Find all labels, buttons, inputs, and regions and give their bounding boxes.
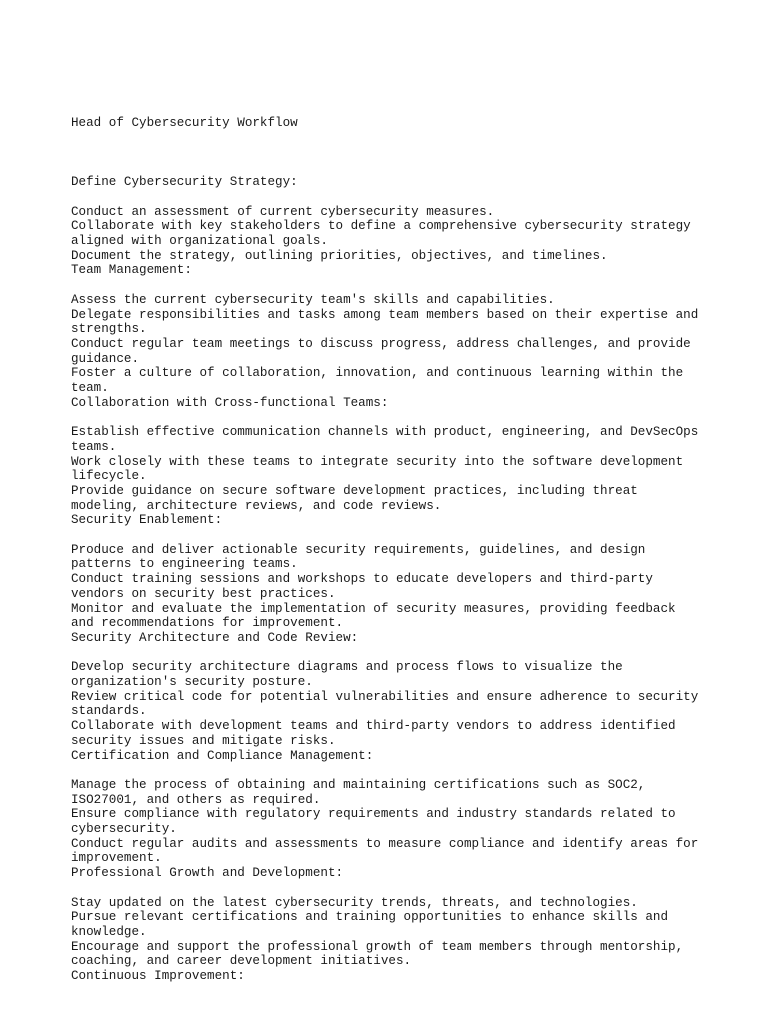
text-line: Document the strategy, outlining priorities, objectives, and timelines. — [71, 248, 608, 263]
text-line: Establish effective communication channels with product, engineering, and DevSecOps — [71, 425, 699, 440]
text-line: modeling, architecture reviews, and code reviews. — [71, 498, 442, 513]
text-line: Delegate responsibilities and tasks among team members based on their expertise and — [71, 307, 699, 322]
text-line: strengths. — [71, 322, 147, 337]
blank-line — [71, 763, 711, 778]
text-line: Define Cybersecurity Strategy: — [71, 175, 298, 190]
blank-line — [71, 161, 711, 176]
text-line: Collaboration with Cross-functional Teams: — [71, 395, 389, 410]
text-line: lifecycle. — [71, 469, 147, 484]
text-line: Security Architecture and Code Review: — [71, 630, 359, 645]
text-line: Conduct an assessment of current cybersecurity measures. — [71, 204, 495, 219]
text-line: Continuous Improvement: — [71, 969, 245, 984]
text-line: guidance. — [71, 351, 140, 366]
text-line: Professional Growth and Development: — [71, 866, 344, 881]
blank-line — [71, 278, 711, 293]
text-line: Foster a culture of collaboration, innovation, and continuous learning within the — [71, 366, 684, 381]
blank-line — [71, 646, 711, 661]
text-line: security issues and mitigate risks. — [71, 733, 336, 748]
text-line: Work closely with these teams to integrate security into the software development — [71, 454, 684, 469]
text-line: team. — [71, 381, 109, 396]
text-line: Provide guidance on secure software development practices, including threat — [71, 483, 638, 498]
blank-line — [71, 190, 711, 205]
text-line: coaching, and career development initiatives. — [71, 954, 412, 969]
document-page — [71, 87, 711, 998]
text-line: Certification and Compliance Management: — [71, 748, 374, 763]
text-line: and recommendations for improvement. — [71, 616, 344, 631]
text-line: Conduct regular team meetings to discuss progress, address challenges, and provide — [71, 336, 691, 351]
text-line: Develop security architecture diagrams and process flows to visualize the — [71, 660, 623, 675]
text-line: Assess the current cybersecurity team's skills and capabilities. — [71, 292, 555, 307]
document-body — [71, 161, 711, 984]
text-line: Encourage and support the professional growth of team members through mentorship, — [71, 939, 684, 954]
text-line: teams. — [71, 439, 117, 454]
text-line: cybersecurity. — [71, 822, 177, 837]
text-line: ISO27001, and others as required. — [71, 792, 321, 807]
text-line: Conduct training sessions and workshops to educate developers and third-party — [71, 572, 653, 587]
document-title: Head of Cybersecurity Workflow — [71, 116, 298, 131]
text-line: Pursue relevant certifications and training opportunities to enhance skills and — [71, 910, 669, 925]
text-line: improvement. — [71, 851, 162, 866]
blank-line — [71, 528, 711, 543]
text-line: Security Enablement: — [71, 513, 223, 528]
text-line: Manage the process of obtaining and maintaining certifications such as SOC2, — [71, 777, 646, 792]
text-line: Collaborate with key stakeholders to define a comprehensive cybersecurity strategy — [71, 219, 691, 234]
text-line: aligned with organizational goals. — [71, 234, 328, 248]
text-line: standards. — [71, 704, 147, 719]
text-line: Monitor and evaluate the implementation of security measures, providing feedback — [71, 601, 676, 616]
text-line: Ensure compliance with regulatory requirements and industry standards related to — [71, 807, 676, 822]
text-line: vendors on security best practices. — [71, 586, 336, 601]
blank-line — [71, 410, 711, 425]
text-line: Produce and deliver actionable security requirements, guidelines, and design — [71, 542, 646, 557]
text-line: Conduct regular audits and assessments to measure compliance and identify areas for — [71, 836, 699, 851]
text-line: Collaborate with development teams and third-party vendors to address identified — [71, 719, 676, 734]
text-line: Stay updated on the latest cybersecurity trends, threats, and technologies. — [71, 895, 638, 910]
text-line: Team Management: — [71, 263, 192, 278]
text-line: Review critical code for potential vulnerabilities and ensure adherence to security — [71, 689, 699, 704]
text-line: knowledge. — [71, 924, 147, 939]
text-line: organization's security posture. — [71, 675, 313, 690]
text-line: patterns to engineering teams. — [71, 557, 298, 572]
blank-line — [71, 881, 711, 896]
